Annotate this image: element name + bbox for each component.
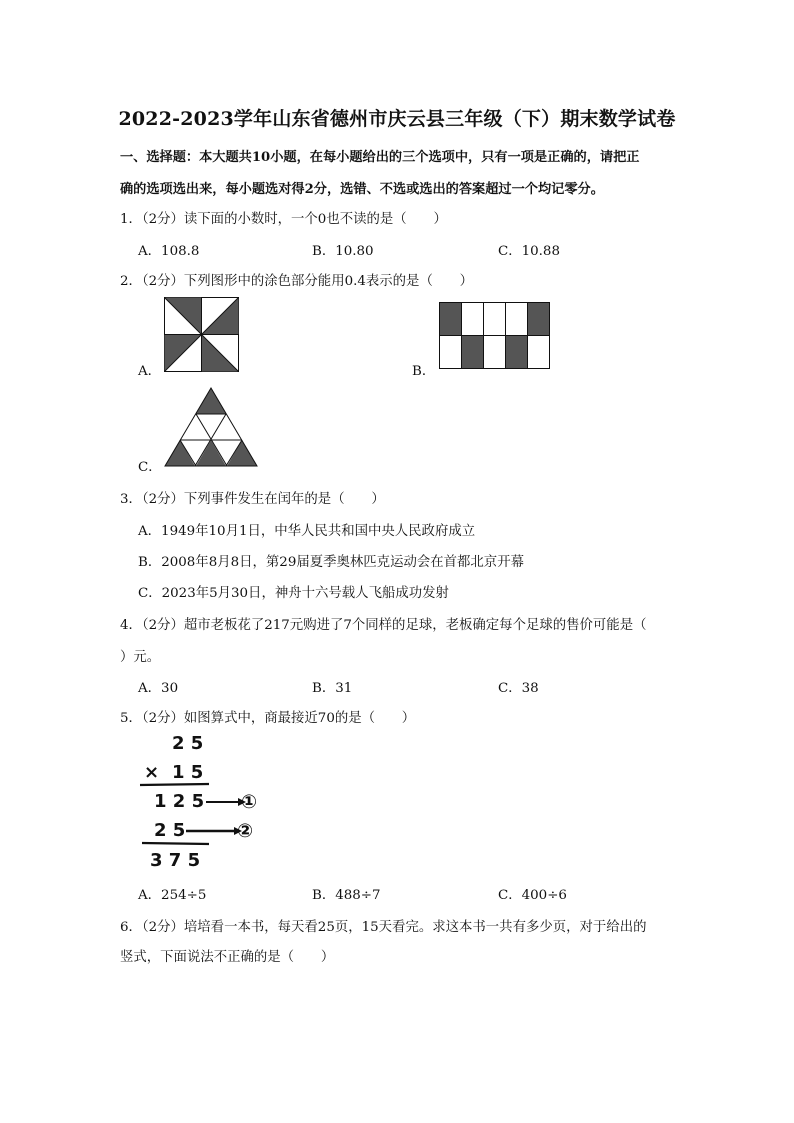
question-2-stem: 2．（2分）下列图形中的涂色部分能用0.4表示的是（ ）: [120, 274, 474, 289]
option-b-grid-figure: [439, 302, 551, 370]
section-instructions-line1: 一、选择题：本大题共10小题，在每小题给出的三个选项中，只有一项是正确的，请把正: [120, 150, 640, 165]
question-3-option-b: B．2008年8月8日，第29届夏季奥林匹克运动会在首都北京开幕: [138, 555, 524, 570]
page-title: 2022-2023学年山东省德州市庆云县三年级（下）期末数学试卷: [118, 108, 676, 130]
question-2-option-b: B．: [412, 364, 436, 379]
question-1-option-b: B．10.80: [312, 244, 374, 259]
question-3-option-a: A．1949年10月1日，中华人民共和国中央人民政府成立: [138, 524, 476, 539]
question-4-stem-line2: ）元。: [120, 650, 161, 665]
question-4-option-c: C．38: [498, 681, 539, 696]
question-6-stem-line2: 竖式，下面说法不正确的是（ ）: [120, 950, 335, 965]
question-3-option-c: C．2023年5月30日，神舟十六号载人飞船成功发射: [138, 586, 449, 601]
question-6-stem-line1: 6．（2分）培培看一本书，每天看25页，15天看完。求这本书一共有多少页，对于给出的: [120, 920, 647, 935]
question-2-option-c: C．: [138, 460, 162, 475]
question-1-stem: 1．（2分）读下面的小数时，一个0也不读的是（ ）: [120, 212, 447, 227]
multiplication-row-4: 2 5: [154, 820, 186, 841]
multiplication-sign: ×: [144, 762, 160, 783]
option-c-triangle-figure: [164, 387, 258, 467]
question-5-stem: 5．（2分）如图算式中，商最接近70的是（ ）: [120, 711, 416, 726]
section-instructions-line2: 确的选项选出来，每小题选对得2分，选错、不选或选出的答案超过一个均记零分。: [120, 182, 604, 197]
question-4-stem-line1: 4．（2分）超市老板花了217元购进了7个同样的足球，老板确定每个足球的售价可能是（: [120, 618, 647, 633]
multiplication-row-2: 1 5: [172, 762, 204, 783]
option-a-pinwheel-figure: [164, 297, 239, 372]
multiplication-row-5: 3 7 5: [150, 850, 201, 871]
question-1-option-a: A．108.8: [138, 244, 200, 259]
marker-1-icon: ①: [241, 791, 258, 813]
question-5-option-a: A．254÷5: [138, 888, 207, 903]
question-2-option-a: A．: [138, 364, 162, 379]
question-5-option-b: B．488÷7: [312, 888, 381, 903]
question-1-option-c: C．10.88: [498, 244, 560, 259]
question-4-option-a: A．30: [138, 681, 179, 696]
multiplication-row-1: 2 5: [172, 733, 204, 754]
marker-2-icon: ②: [237, 820, 254, 842]
question-4-option-b: B．31: [312, 681, 353, 696]
question-5-option-c: C．400÷6: [498, 888, 567, 903]
question-3-stem: 3．（2分）下列事件发生在闰年的是（ ）: [120, 492, 385, 507]
multiplication-row-3: 1 2 5: [154, 791, 205, 812]
